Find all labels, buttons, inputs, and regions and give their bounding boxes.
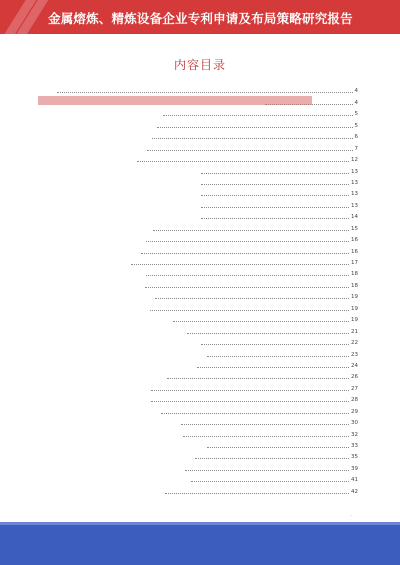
toc-page-number: 24 <box>351 362 358 369</box>
toc-page-number: 19 <box>351 305 358 312</box>
toc-entry-label <box>44 132 149 141</box>
toc-page-number: 6 <box>354 134 358 141</box>
toc-entry[interactable] <box>32 370 358 381</box>
toc-entry-label <box>40 224 150 233</box>
toc-leader-dots <box>153 230 349 231</box>
toc-entry-label <box>48 189 198 198</box>
toc-leader-dots <box>265 104 353 105</box>
toc-leader-dots <box>146 275 349 276</box>
toc-leader-dots <box>201 207 349 208</box>
toc-leader-dots <box>183 436 349 437</box>
toc-entry[interactable] <box>32 278 358 289</box>
toc-entry[interactable] <box>32 484 358 495</box>
toc-leader-dots <box>181 424 349 425</box>
toc-page-number: 12 <box>351 157 358 164</box>
toc-page-number: 39 <box>351 465 358 472</box>
toc-entry-label <box>52 304 147 313</box>
toc-page-number: 21 <box>351 328 358 335</box>
toc-entry-label <box>48 258 128 267</box>
toc-entry[interactable] <box>32 347 358 358</box>
toc-entry[interactable] <box>32 427 358 438</box>
toc-entry[interactable] <box>32 313 358 324</box>
toc-entry[interactable] <box>32 176 358 187</box>
toc-page-number: 16 <box>351 237 358 244</box>
toc-leader-dots <box>201 218 349 219</box>
toc-page-number: 18 <box>351 282 358 289</box>
toc-page-number: 13 <box>351 191 358 198</box>
toc-page-number: 27 <box>351 385 358 392</box>
toc-page-number: 13 <box>351 179 358 186</box>
footer-accent-line <box>0 522 400 525</box>
toc-entry[interactable] <box>32 221 358 232</box>
toc-entry[interactable] <box>32 107 358 118</box>
toc-page-number: 13 <box>351 168 358 175</box>
toc-entry[interactable] <box>32 187 358 198</box>
toc-leader-dots <box>185 470 349 471</box>
header-bar <box>0 0 400 34</box>
toc-leader-dots <box>155 298 349 299</box>
toc-entry[interactable] <box>32 290 358 301</box>
toc-leader-dots <box>146 241 349 242</box>
toc-entry-label <box>44 327 184 336</box>
toc-leader-dots <box>137 161 349 162</box>
toc-entry[interactable] <box>32 164 358 175</box>
toc-entry[interactable] <box>32 381 358 392</box>
toc-entry[interactable] <box>32 233 358 244</box>
toc-leader-dots <box>151 390 349 391</box>
toc-entry[interactable] <box>32 336 358 347</box>
toc-entry-label <box>48 235 143 244</box>
toc-page-number: 17 <box>351 260 358 266</box>
toc-entry[interactable] <box>32 244 358 255</box>
toc-entry-label <box>52 452 192 461</box>
toc-entry-label <box>40 430 180 439</box>
toc-page-number: 18 <box>351 271 358 278</box>
toc-leader-dots <box>163 115 353 116</box>
toc-entry[interactable] <box>32 130 358 141</box>
toc-leader-dots <box>152 138 353 139</box>
toc-page-number: 19 <box>351 294 358 301</box>
toc-leader-dots <box>141 253 349 254</box>
toc-entry-label <box>48 167 198 176</box>
toc-entry[interactable] <box>32 461 358 472</box>
toc-entry-label <box>48 201 198 210</box>
toc-entry[interactable] <box>32 118 358 129</box>
toc-leader-dots <box>157 127 353 128</box>
toc-entry-label <box>40 109 160 118</box>
toc-page-number: 5 <box>354 122 358 129</box>
toc-entry-label <box>48 407 158 416</box>
toc-page-number: 32 <box>351 431 358 438</box>
toc-entry[interactable] <box>32 404 358 415</box>
toc-page-number: 30 <box>351 420 358 427</box>
toc-leader-dots <box>207 356 349 357</box>
toc-entry-label <box>44 441 204 450</box>
toc-entry-label <box>44 350 204 359</box>
toc-leader-dots <box>187 333 349 334</box>
toc-entry[interactable] <box>32 267 358 278</box>
toc-leader-dots <box>201 344 349 345</box>
toc-heading: 内容目录 <box>173 58 226 72</box>
toc-page-number: 16 <box>351 248 358 255</box>
toc-leader-dots <box>165 493 349 494</box>
toc-entry-label <box>32 86 54 95</box>
toc-entry[interactable] <box>32 153 358 164</box>
toc-entry-label <box>48 418 178 427</box>
toc-entry-label <box>48 247 138 256</box>
toc-leader-dots <box>161 413 349 414</box>
toc-entry-label <box>52 487 162 496</box>
toc-leader-dots <box>201 173 349 174</box>
toc-entry-label <box>44 361 194 370</box>
toc-page-number: 14 <box>351 214 358 221</box>
toc-page-number: 4 <box>354 99 358 106</box>
toc-entry-label <box>44 372 164 381</box>
toc-page-number: 29 <box>351 408 358 415</box>
toc-entry[interactable] <box>32 301 358 312</box>
toc-leader-dots <box>167 378 349 379</box>
toc-leader-dots <box>150 310 349 311</box>
toc-page-number: 33 <box>351 443 358 449</box>
toc-entry-label <box>44 155 134 164</box>
toc-leader-dots <box>145 287 349 288</box>
toc-entry-label <box>44 121 154 130</box>
toc-entry[interactable] <box>32 359 358 370</box>
toc-leader-dots <box>207 447 349 448</box>
toc-entry-label <box>40 315 170 324</box>
toc-leader-dots <box>131 264 349 265</box>
page-corner-mark: · <box>350 513 352 519</box>
toc-page-number: 22 <box>351 340 358 347</box>
toc-page-number: 35 <box>351 454 358 461</box>
toc-entry[interactable] <box>32 84 358 95</box>
toc-page-number: 7 <box>354 145 358 152</box>
toc-entry-label <box>52 281 142 290</box>
toc-entry[interactable] <box>32 393 358 404</box>
toc-list <box>32 84 358 496</box>
toc-entry-label <box>44 144 144 153</box>
toc-entry-label <box>48 338 198 347</box>
toc-entry[interactable] <box>32 198 358 209</box>
toc-leader-dots <box>151 401 349 402</box>
toc-entry-label <box>48 475 188 484</box>
toc-entry-label <box>48 269 143 278</box>
toc-leader-dots <box>201 184 349 185</box>
toc-leader-dots <box>191 481 349 482</box>
toc-entry[interactable] <box>32 324 358 335</box>
toc-entry-label <box>48 178 198 187</box>
toc-entry[interactable] <box>32 473 358 484</box>
toc-entry[interactable] <box>32 210 358 221</box>
toc-page-number: 4 <box>354 88 358 95</box>
toc-page-number: 19 <box>351 317 358 324</box>
toc-entry[interactable] <box>32 95 358 106</box>
toc-leader-dots <box>57 92 353 93</box>
toc-entry[interactable] <box>32 141 358 152</box>
report-title: 金属熔炼、精炼设备企业专利申请及布局策略研究报告 <box>48 11 353 26</box>
toc-page-number: 13 <box>351 202 358 209</box>
toc-leader-dots <box>195 458 349 459</box>
toc-leader-dots <box>197 367 349 368</box>
toc-page-number: 42 <box>351 488 358 495</box>
toc-page-number: 5 <box>354 111 358 118</box>
toc-entry[interactable] <box>32 439 358 450</box>
toc-page-number: 15 <box>351 225 358 232</box>
toc-entry-label <box>48 212 198 221</box>
toc-page-number: 28 <box>351 397 358 404</box>
toc-entry[interactable] <box>32 450 358 461</box>
toc-entry-label <box>48 384 148 393</box>
toc-entry-label <box>52 464 182 473</box>
footer-bar <box>0 522 400 565</box>
toc-page-number: 23 <box>351 351 358 358</box>
toc-entry[interactable] <box>32 256 358 267</box>
toc-page-number: 41 <box>351 477 358 484</box>
toc-leader-dots <box>201 195 349 196</box>
toc-entry-label <box>52 292 152 301</box>
toc-page-number: 26 <box>351 374 358 381</box>
toc-entry[interactable] <box>32 416 358 427</box>
toc-leader-dots <box>173 321 349 322</box>
toc-entry-label <box>32 98 262 107</box>
toc-entry-label <box>48 395 148 404</box>
toc-leader-dots <box>147 150 353 151</box>
